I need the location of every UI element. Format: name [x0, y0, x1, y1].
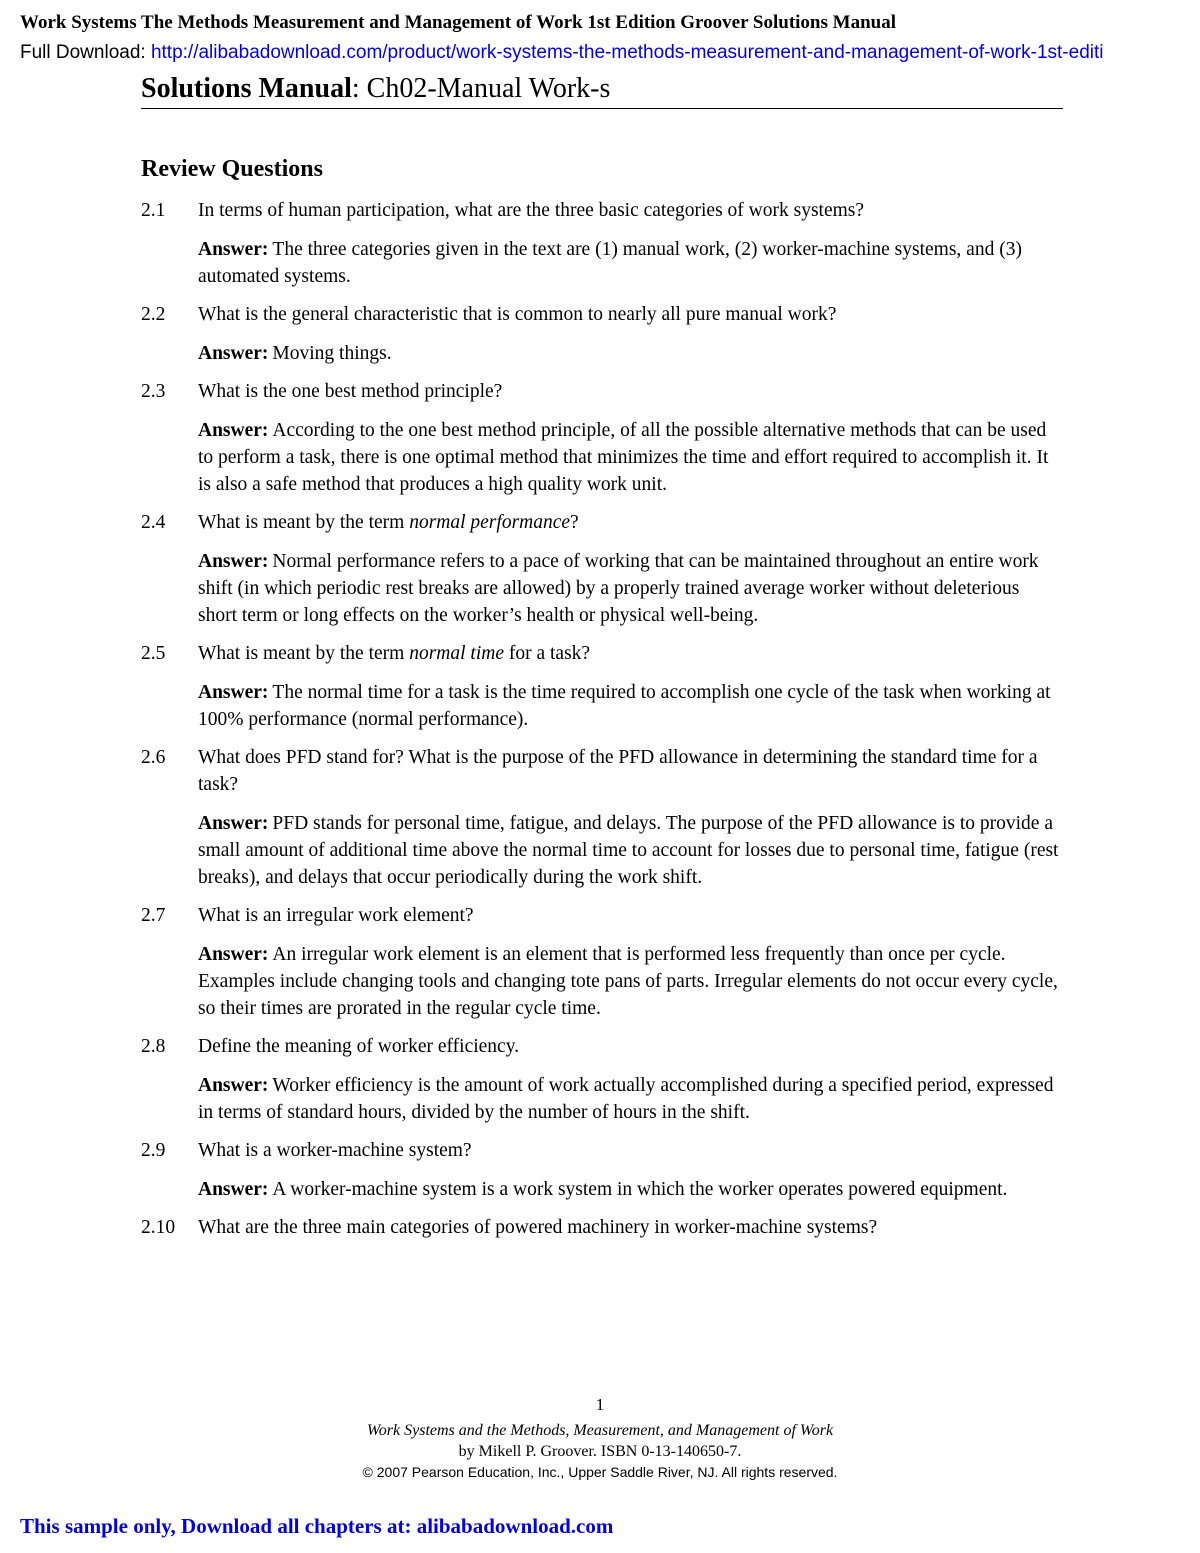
footer-copyright: © 2007 Pearson Education, Inc., Upper Saddle River, NJ. All rights reserved.	[362, 1464, 838, 1480]
answer	[141, 941, 1063, 1022]
question-italic-term: normal performance	[409, 512, 571, 533]
answer-text: Normal performance refers to a pace of working that can be maintained throughout an entire work shift (in which periodic rest breaks are allowed) by a properly trained average worker without deleterious short term or long effects on the worker’s health or physical well-being.	[198, 551, 1039, 626]
page-number: 1	[595, 1395, 605, 1414]
question-number: 2.9	[141, 1140, 166, 1161]
answer	[141, 340, 1063, 367]
answer-text: According to the one best method principle, of all the possible alternative methods that can be used to perform a task, there is one optimal method that minimizes the time and effort required to accomplish it. It is also a safe method that produces a high quality work unit.	[198, 420, 1049, 495]
answer	[141, 1176, 1063, 1203]
download-banner-line	[20, 40, 1200, 66]
download-banner-title: Work Systems The Methods Measurement and Management of Work 1st Edition Groover Solutions Manual	[20, 12, 896, 33]
question-text: What is an irregular work element?	[198, 905, 474, 926]
question-number: 2.3	[141, 381, 166, 402]
qa-item	[141, 301, 1063, 367]
question-text: In terms of human participation, what are the three basic categories of work systems?	[198, 200, 865, 221]
answer-label: Answer:	[198, 343, 269, 364]
question-number: 2.10	[141, 1217, 176, 1238]
answer-text: Worker efficiency is the amount of work actually accomplished during a specified period, expressed in terms of standard hours, divided by the number of hours in the shift.	[198, 1075, 1054, 1123]
answer	[141, 548, 1063, 629]
answer-label: Answer:	[198, 813, 269, 834]
download-promo-link[interactable]: This sample only, Download all chapters at: alibabadownload.com	[20, 1514, 614, 1538]
answer-label: Answer:	[198, 420, 269, 441]
qa-item	[141, 509, 1063, 629]
answer-label: Answer:	[198, 551, 269, 572]
download-prefix: Full Download:	[20, 42, 151, 63]
answer	[141, 810, 1063, 891]
review-question-list	[141, 197, 1063, 1252]
question-text: What is meant by the term	[198, 512, 410, 533]
question	[141, 509, 1063, 536]
question-text: What does PFD stand for? What is the purpose of the PFD allowance in determining the standard time for a task?	[198, 747, 1038, 795]
section-title: Review Questions	[141, 156, 323, 182]
answer-label: Answer:	[198, 1179, 269, 1200]
qa-item	[141, 197, 1063, 290]
question	[141, 378, 1063, 405]
footer-book-title: Work Systems and the Methods, Measurement, and Management of Work	[366, 1422, 834, 1439]
chapter-header	[141, 72, 1063, 109]
answer-text: The three categories given in the text are (1) manual work, (2) worker-machine systems, and (3) automated systems.	[198, 239, 1022, 287]
question	[141, 640, 1063, 667]
qa-item	[141, 1214, 1063, 1241]
qa-item	[141, 1033, 1063, 1126]
answer-text: The normal time for a task is the time required to accomplish one cycle of the task when working at 100% performance (normal performance).	[198, 682, 1051, 730]
answer-label: Answer:	[198, 944, 269, 965]
question-number: 2.5	[141, 643, 166, 664]
question-number: 2.2	[141, 304, 166, 325]
question-text: What is the one best method principle?	[198, 381, 503, 402]
question	[141, 1214, 1063, 1241]
question-text: for a task?	[503, 643, 591, 664]
qa-item	[141, 640, 1063, 733]
question-text: What are the three main categories of powered machinery in worker-machine systems?	[198, 1217, 878, 1238]
answer-text: An irregular work element is an element that is performed less frequently than once per cycle. Examples include changing tools and changing tote pans of parts. Irregular elements do not occur every cycle, so their times are prorated in the regular cycle time.	[198, 944, 1058, 1019]
question-text: What is a worker-machine system?	[198, 1140, 472, 1161]
question-number: 2.8	[141, 1036, 166, 1057]
answer-text: PFD stands for personal time, fatigue, and delays. The purpose of the PFD allowance is to provide a small amount of additional time above the normal time to account for losses due to personal time, fatigue (rest breaks), and delays that occur periodically during the work shift.	[198, 813, 1059, 888]
page-footer	[0, 1420, 1200, 1482]
question-text: What is the general characteristic that is common to nearly all pure manual work?	[198, 304, 837, 325]
answer	[141, 679, 1063, 733]
answer	[141, 417, 1063, 498]
question	[141, 744, 1063, 798]
question-text: ?	[570, 512, 579, 533]
question-number: 2.4	[141, 512, 166, 533]
answer-label: Answer:	[198, 1075, 269, 1096]
chapter-header-rest: : Ch02-Manual Work-s	[351, 73, 611, 104]
question	[141, 197, 1063, 224]
question	[141, 902, 1063, 929]
question-number: 2.1	[141, 200, 166, 221]
qa-item	[141, 902, 1063, 1022]
download-link[interactable]: http://alibabadownload.com/product/work-systems-the-methods-measurement-and-management-of-work-1st-editi	[150, 42, 1104, 63]
answer-text: A worker-machine system is a work system in which the worker operates powered equipment.	[272, 1179, 1008, 1200]
answer-text: Moving things.	[272, 343, 392, 364]
question	[141, 1033, 1063, 1060]
question	[141, 301, 1063, 328]
question-text: Define the meaning of worker efficiency.	[198, 1036, 520, 1057]
answer-label: Answer:	[198, 682, 269, 703]
answer-label: Answer:	[198, 239, 269, 260]
qa-item	[141, 1137, 1063, 1203]
chapter-header-bold: Solutions Manual	[141, 73, 352, 104]
footer-author-isbn: by Mikell P. Groover. ISBN 0-13-140650-7.	[458, 1443, 742, 1460]
question-number: 2.6	[141, 747, 166, 768]
question-italic-term: normal time	[409, 643, 504, 664]
question	[141, 1137, 1063, 1164]
answer	[141, 236, 1063, 290]
qa-item	[141, 744, 1063, 891]
qa-item	[141, 378, 1063, 498]
answer	[141, 1072, 1063, 1126]
question-number: 2.7	[141, 905, 166, 926]
question-text: What is meant by the term	[198, 643, 410, 664]
